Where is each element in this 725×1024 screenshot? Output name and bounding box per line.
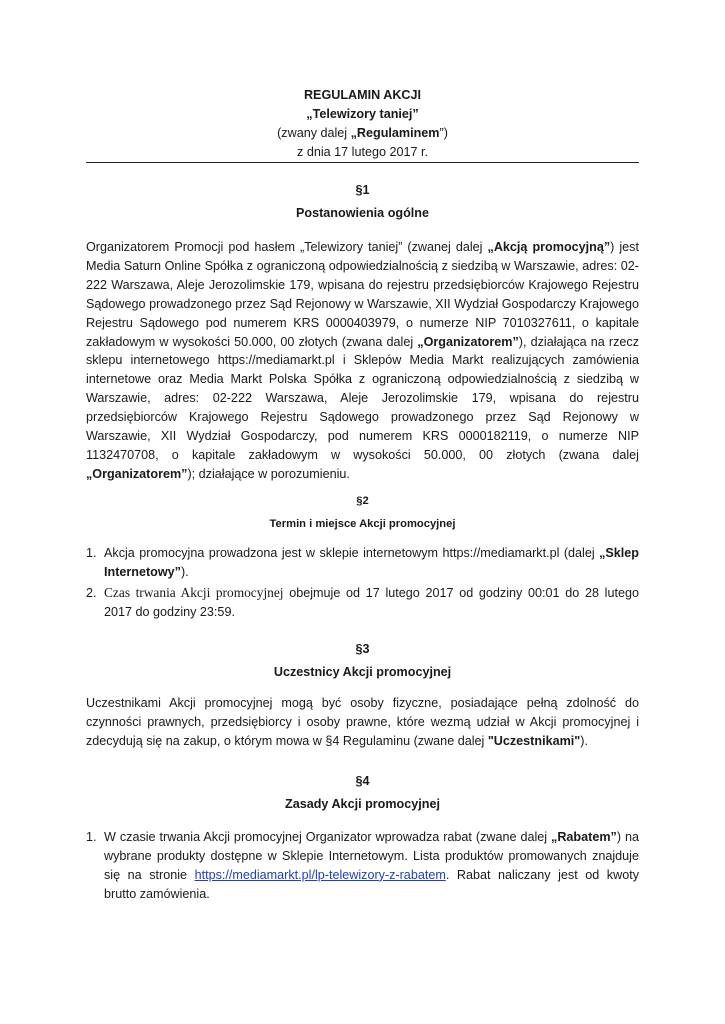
list-item-number: 2. xyxy=(86,585,97,600)
section-1-title: Postanowienia ogólne xyxy=(296,206,429,220)
s1-bold-organizator-1: „Organizatorem” xyxy=(417,334,519,349)
s2-item2-serif: Czas trwania Akcji promocyjnej xyxy=(104,584,284,600)
document-title: REGULAMIN AKCJI xyxy=(303,88,422,102)
section-4-heading xyxy=(86,770,639,816)
s4-item1-bold: „Rabatem” xyxy=(551,830,617,844)
s1-text-2: ) jest Media Saturn Online Spółka z ograniczoną odpowiedzialnością z siedzibą w Warszawie, adres: 02-222 Warszawa, Aleje Jerozolimskie 179, wpisana do rejestru przedsiębiorców Krajowego Rejestru Sądowego prowadzonego przez Sąd Rejonowy w Warszawie, XII Wydział Gospodarczy Krajowego Rejestru Sądowego pod numerem KRS 0000403979, o numerze NIP 7010327611, o kapitale zakładowym w wysokości 50.000, 00 złotych (zwana dalej xyxy=(86,240,639,349)
list-item xyxy=(86,584,639,622)
s4-item1-end: . Rabat naliczany jest od kwoty brutto zamówienia. xyxy=(104,867,639,901)
s4-item1-text: W czasie trwania Akcji promocyjnej Organizator wprowadza rabat (zwane dalej xyxy=(104,830,552,844)
section-4-number: §4 xyxy=(355,774,370,788)
alias-prefix: (zwany dalej xyxy=(277,126,351,140)
s1-bold-organizator-2: „Organizatorem” xyxy=(86,466,188,481)
s1-text-3: ), działająca na rzecz sklepu internetowego https://mediamarkt.pl i Sklepów Media Markt realizujących zamówienia internetowe oraz Media Markt Polska Spółka z ograniczoną odpowiedzialnością z siedzibą w Warszawie, adres: 02-222 Warszawa, Aleje Jerozolimskie 179, wpisana do rejestru przedsiębiorców Krajowego Rejestru Sądowego prowadzonego przez Sąd Rejonowy w Warszawie, XII Wydział Gospodarczy, pod numerem KRS 0000182119, o numerze NIP 1132470708, o kapitale zakładowym w wysokości 50.000, 00 złotych (zwana dalej xyxy=(86,334,639,462)
section-1-number: §1 xyxy=(355,183,370,197)
header-divider xyxy=(86,162,639,163)
s2-item1-end: ). xyxy=(180,564,189,579)
s3-bold: "Uczestnikami" xyxy=(487,733,581,748)
section-2-list xyxy=(86,544,639,624)
section-1-heading xyxy=(86,179,639,225)
section-4-title: Zasady Akcji promocyjnej xyxy=(285,797,440,811)
s1-text-1: Organizatorem Promocji pod hasłem „Telewizory taniej” (zwanej dalej xyxy=(86,240,488,254)
document-subtitle: „Telewizory taniej” xyxy=(306,107,419,121)
section-3-paragraph xyxy=(86,694,639,751)
document-alias xyxy=(86,124,639,143)
s2-item2-text: obejmuje od 17 lutego 2017 od godziny 00:01 do 28 lutego 2017 do godziny 23:59. xyxy=(104,585,639,619)
section-3-number: §3 xyxy=(355,642,370,656)
s3-text: Uczestnikami Akcji promocyjnej mogą być osoby fizyczne, posiadające pełną zdolność do czynności prawnych, przedsiębiorcy i osoby prawne, które wezmą udział w Akcji promocyjnej i zdecydują się na zakup, o którym mowa w §4 Regulaminu (zwane dalej xyxy=(86,696,639,748)
s3-end: ). xyxy=(580,733,588,748)
section-2-heading xyxy=(86,490,639,536)
s2-item1-text: Akcja promocyjna prowadzona jest w sklepie internetowym https://mediamarkt.pl (dalej xyxy=(104,546,600,560)
list-item-number: 1. xyxy=(86,830,97,844)
alias-suffix: ”) xyxy=(439,126,448,140)
s4-item1-mid: ) na wybrane produkty dostępne w Sklepie Internetowym. Lista produktów promowanych znajduje się na stronie xyxy=(104,830,639,882)
rabat-products-link[interactable]: https://mediamarkt.pl/lp-telewizory-z-rabatem xyxy=(194,867,446,882)
section-2-title: Termin i miejsce Akcji promocyjnej xyxy=(269,518,456,530)
list-item xyxy=(86,544,639,582)
s1-bold-akcja: „Akcją promocyjną” xyxy=(487,240,611,254)
section-1-paragraph xyxy=(86,238,639,484)
document-header xyxy=(86,86,639,162)
document-date: z dnia 17 lutego 2017 r. xyxy=(297,145,428,159)
section-2-number: §2 xyxy=(356,495,369,507)
list-item xyxy=(86,828,639,904)
section-4-list xyxy=(86,828,639,906)
s1-text-4: ); działające w porozumieniu. xyxy=(187,466,350,481)
s2-item1-bold: „Sklep Internetowy” xyxy=(104,546,639,579)
alias-bold: „Regulaminem xyxy=(350,126,440,140)
section-3-heading xyxy=(86,638,639,684)
list-item-number: 1. xyxy=(86,546,97,560)
section-3-title: Uczestnicy Akcji promocyjnej xyxy=(273,665,452,679)
